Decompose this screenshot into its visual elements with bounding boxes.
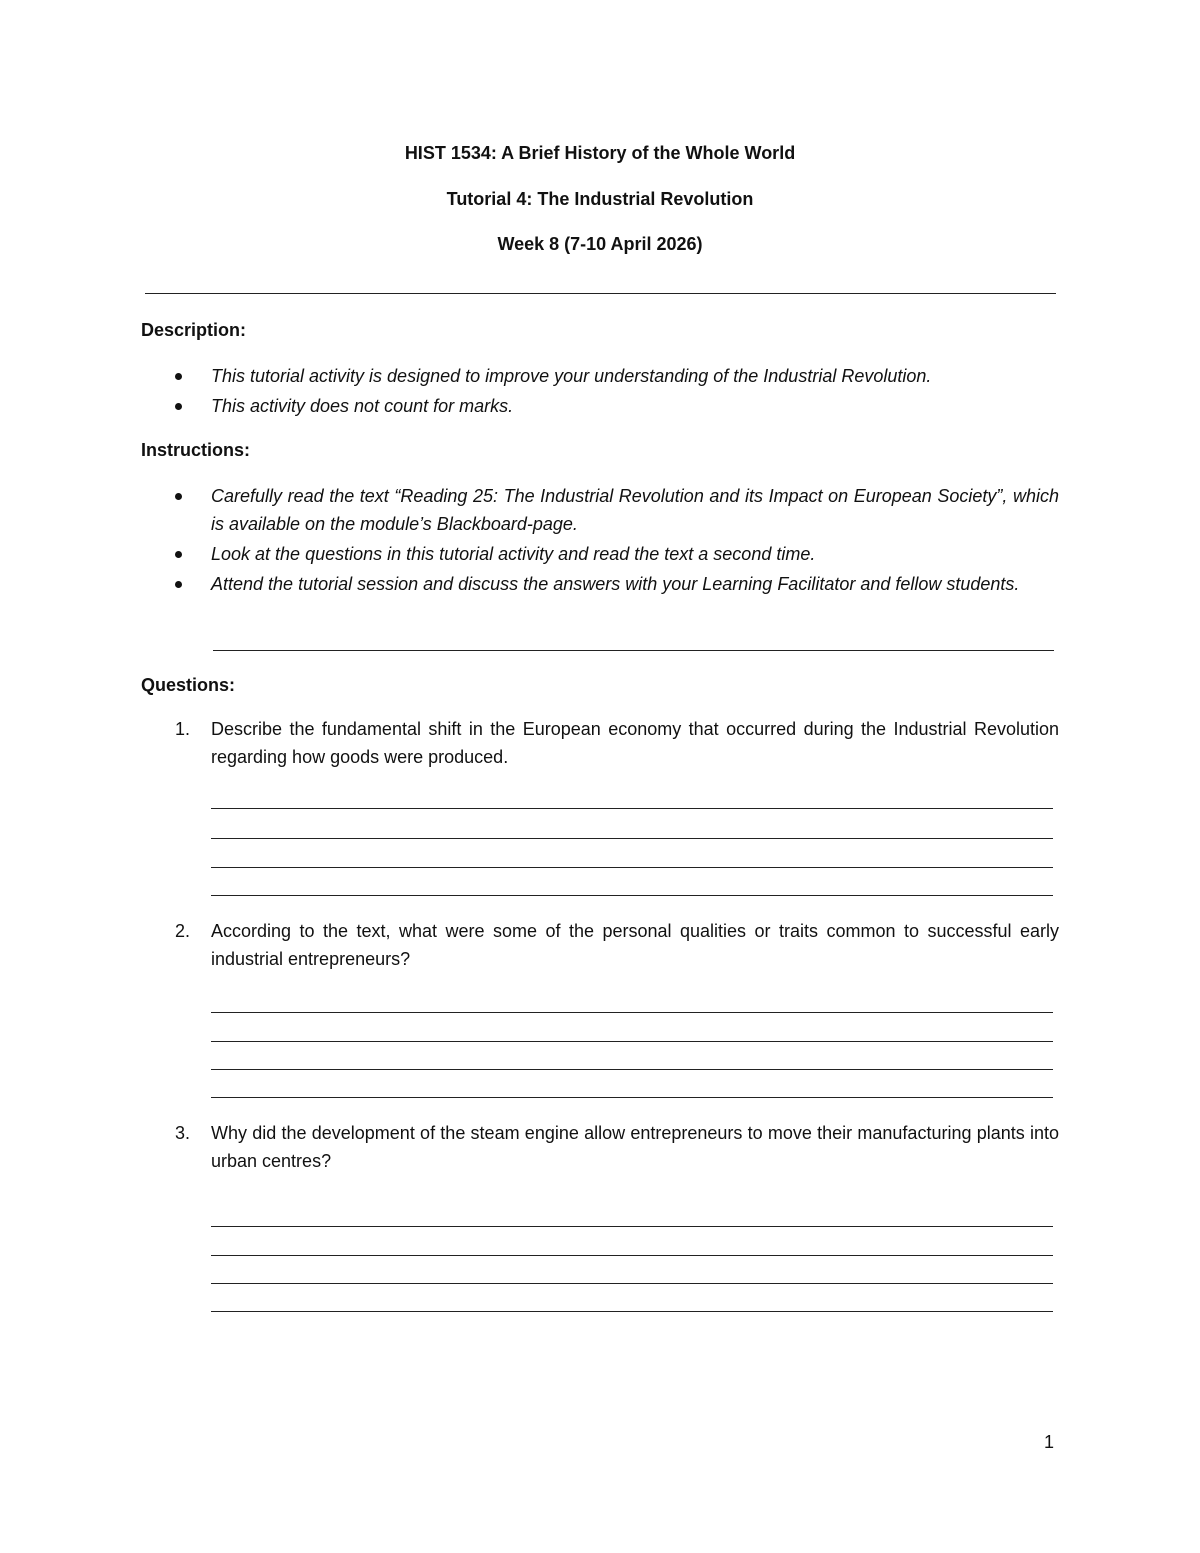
course-title: HIST 1534: A Brief History of the Whole World — [404, 143, 796, 163]
answer-line[interactable] — [211, 867, 1053, 868]
question-text: According to the text, what were some of the personal qualities or traits common to successful early industrial entrepreneurs? — [211, 921, 1059, 969]
bullet-icon — [175, 403, 182, 410]
description-item: This tutorial activity is designed to improve your understanding of the Industrial Revolution. — [141, 362, 1059, 390]
question-text: Why did the development of the steam engine allow entrepreneurs to move their manufacturing plants into urban centres? — [211, 1123, 1059, 1171]
question-text: Describe the fundamental shift in the European economy that occurred during the Industrial Revolution regarding how goods were produced. — [211, 719, 1059, 767]
instructions-divider — [213, 650, 1054, 651]
instructions-list — [141, 482, 1059, 598]
instruction-item: Attend the tutorial session and discuss the answers with your Learning Facilitator and fellow students. — [141, 570, 1059, 598]
answer-line[interactable] — [211, 808, 1053, 809]
header-divider — [145, 293, 1056, 294]
answer-line[interactable] — [211, 1226, 1053, 1227]
instruction-item: Look at the questions in this tutorial activity and read the text a second time. — [141, 540, 1059, 568]
bullet-icon — [175, 581, 182, 588]
bullet-icon — [175, 373, 182, 380]
answer-line[interactable] — [211, 1283, 1053, 1284]
answer-line[interactable] — [211, 1255, 1053, 1256]
question-number: 3. — [175, 1123, 191, 1143]
question-3 — [141, 1119, 1059, 1175]
question-2 — [141, 917, 1059, 973]
bullet-icon — [175, 493, 182, 500]
description-item: This activity does not count for marks. — [141, 392, 1059, 420]
question-1 — [141, 715, 1059, 771]
tutorial-title: Tutorial 4: The Industrial Revolution — [446, 189, 754, 209]
answer-line[interactable] — [211, 1097, 1053, 1098]
instructions-heading: Instructions: — [141, 440, 251, 460]
bullet-icon — [175, 551, 182, 558]
answer-line[interactable] — [211, 1311, 1053, 1312]
page-number: 1 — [1044, 1432, 1055, 1452]
answer-line[interactable] — [211, 838, 1053, 839]
questions-heading: Questions: — [141, 675, 236, 695]
week-label: Week 8 (7-10 April 2026) — [497, 234, 703, 254]
answer-line[interactable] — [211, 1041, 1053, 1042]
answer-line[interactable] — [211, 1069, 1053, 1070]
question-number: 1. — [175, 719, 191, 739]
instruction-item: Carefully read the text “Reading 25: The Industrial Revolution and its Impact on European Society”, which is available on the module’s Blackboard-page. — [141, 482, 1059, 538]
answer-line[interactable] — [211, 1012, 1053, 1013]
description-list — [141, 362, 1059, 420]
answer-line[interactable] — [211, 895, 1053, 896]
description-heading: Description: — [141, 320, 247, 340]
question-number: 2. — [175, 921, 191, 941]
